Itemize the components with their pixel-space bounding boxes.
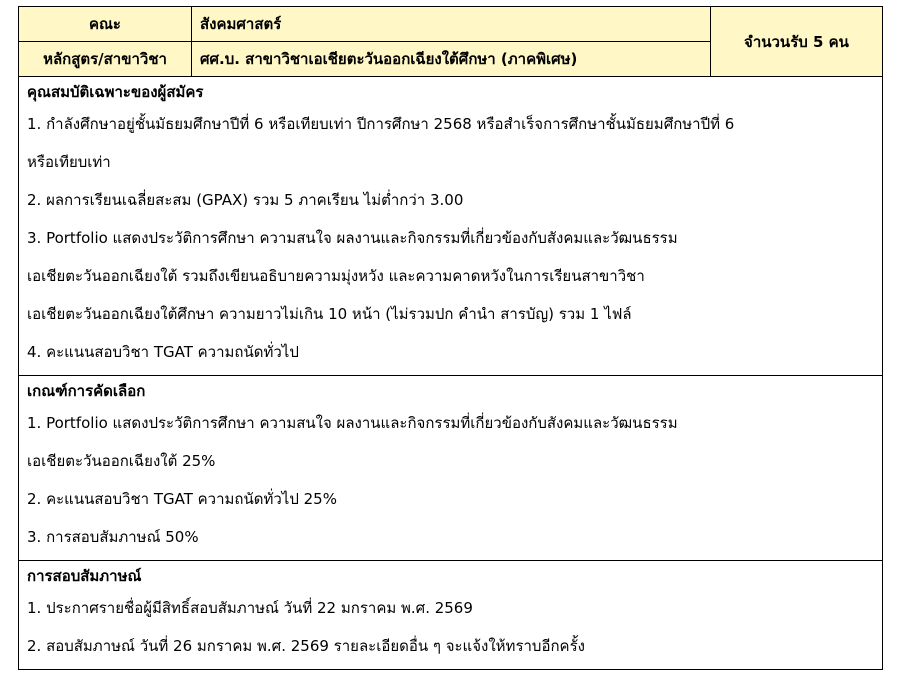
faculty-label: คณะ [19,7,192,42]
criteria-section [19,376,883,561]
qualifications-section [19,77,883,376]
interview-line: 1. ประกาศรายชื่อผู้มีสิทธิ์สอบสัมภาษณ์ วันที่ 22 มกราคม พ.ศ. 2569 [27,599,473,617]
qualification-line: เอเชียตะวันออกเฉียงใต้ศึกษา ความยาวไม่เกิน 10 หน้า (ไม่รวมปก คำนำ สารบัญ) รวม 1 ไฟล์ [27,305,632,323]
criteria-title: เกณฑ์การคัดเลือก [27,382,146,400]
criteria-line: 2. คะแนนสอบวิชา TGAT ความถนัดทั่วไป 25% [27,490,337,508]
qualification-line: เอเชียตะวันออกเฉียงใต้ รวมถึงเขียนอธิบายความมุ่งหวัง และความคาดหวังในการเรียนสาขาวิชา [27,267,645,285]
criteria-line: 1. Portfolio แสดงประวัติการศึกษา ความสนใจ ผลงานและกิจกรรมที่เกี่ยวข้องกับสังคมและวัฒนธรรม [27,414,678,432]
qualification-line: หรือเทียบเท่า [27,153,111,171]
program-label: หลักสูตร/สาขาวิชา [19,42,192,77]
program-value: ศศ.บ. สาขาวิชาเอเชียตะวันออกเฉียงใต้ศึกษา (ภาคพิเศษ) [192,42,711,77]
interview-section [19,561,883,670]
criteria-line: 3. การสอบสัมภาษณ์ 50% [27,528,199,546]
qualification-line: 2. ผลการเรียนเฉลี่ยสะสม (GPAX) รวม 5 ภาคเรียน ไม่ต่ำกว่า 3.00 [27,191,464,209]
qualifications-title: คุณสมบัติเฉพาะของผู้สมัคร [27,83,204,101]
faculty-value: สังคมศาสตร์ [192,7,711,42]
qualification-line: 3. Portfolio แสดงประวัติการศึกษา ความสนใจ ผลงานและกิจกรรมที่เกี่ยวข้องกับสังคมและวัฒนธรรม [27,229,678,247]
admission-table [18,6,883,670]
qualification-line: 1. กำลังศึกษาอยู่ชั้นมัธยมศึกษาปีที่ 6 หรือเทียบเท่า ปีการศึกษา 2568 หรือสำเร็จการศึกษาชั้นมัธยมศึกษาปีที่ 6 [27,115,735,133]
qualification-line: 4. คะแนนสอบวิชา TGAT ความถนัดทั่วไป [27,343,299,361]
interview-title: การสอบสัมภาษณ์ [27,567,142,585]
criteria-line: เอเชียตะวันออกเฉียงใต้ 25% [27,452,216,470]
quota-cell: จำนวนรับ 5 คน [711,7,883,77]
interview-line: 2. สอบสัมภาษณ์ วันที่ 26 มกราคม พ.ศ. 2569 รายละเอียดอื่น ๆ จะแจ้งให้ทราบอีกครั้ง [27,637,585,655]
